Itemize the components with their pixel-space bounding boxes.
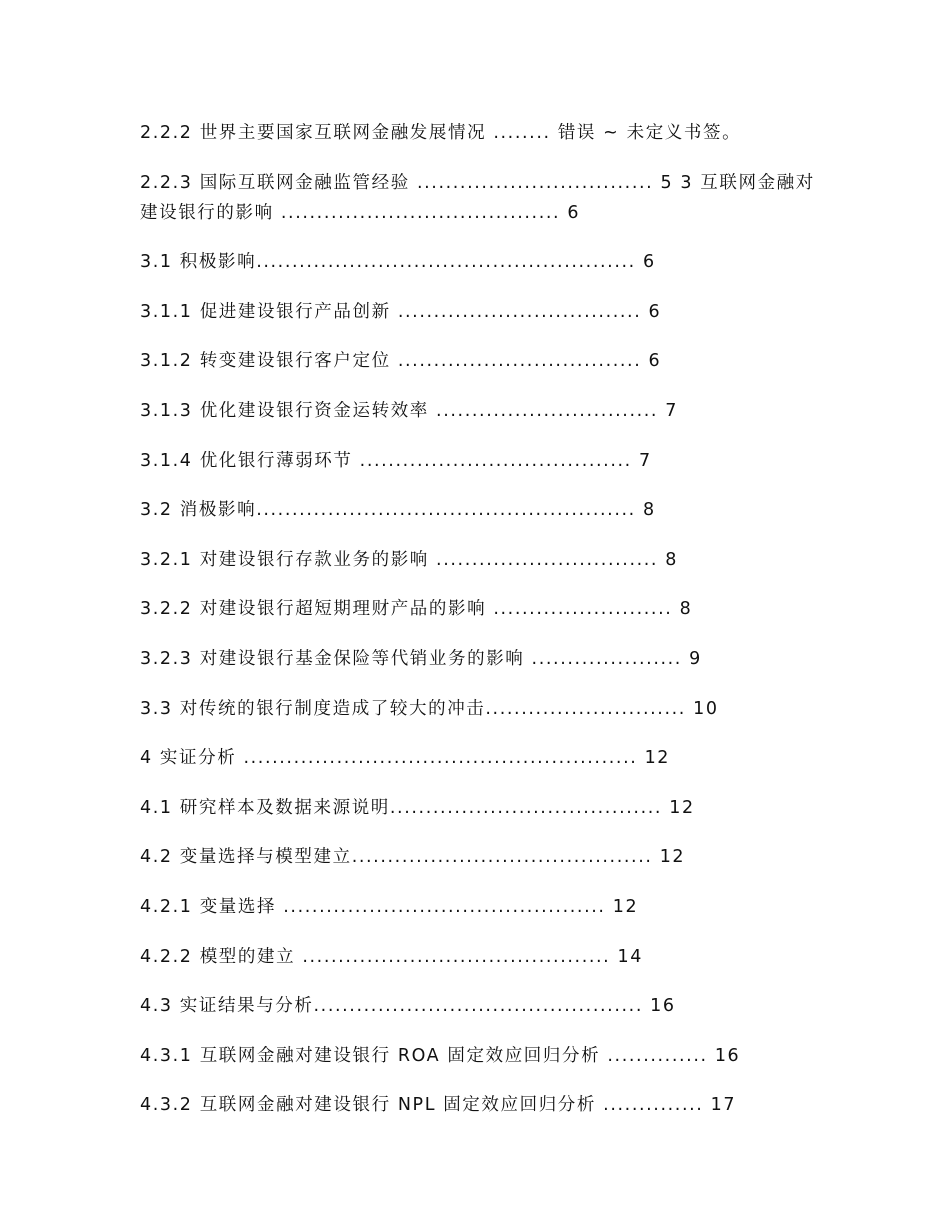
toc-entry-4-2-2: 4.2.2 模型的建立 ........................................... 14 <box>140 946 643 967</box>
toc-entry-4-2-1: 4.2.1 变量选择 ............................................. 12 <box>140 896 639 917</box>
toc-entry-4-1: 4.1 研究样本及数据来源说明...................................... 12 <box>140 797 695 818</box>
toc-entry-3-2: 3.2 消极影响..................................................... 8 <box>140 500 656 521</box>
toc-entry-4-3: 4.3 实证结果与分析.............................................. 16 <box>140 996 676 1017</box>
toc-entry-3-1-3: 3.1.3 优化建设银行资金运转效率 ............................... 7 <box>140 400 678 421</box>
toc-entry-4-3-2: 4.3.2 互联网金融对建设银行 NPL 固定效应回归分析 .............. 17 <box>140 1095 737 1116</box>
toc-entry-3-1-2: 3.1.2 转变建设银行客户定位 .................................. 6 <box>140 351 662 372</box>
toc-entry-3-3: 3.3 对传统的银行制度造成了较大的冲击............................ 10 <box>140 698 719 719</box>
toc-entry-3-2-1: 3.2.1 对建设银行存款业务的影响 ............................... 8 <box>140 549 678 570</box>
toc-entry-2-2-2: 2.2.2 世界主要国家互联网金融发展情况 ........ 错误 ~ 未定义书签。 <box>140 123 742 143</box>
toc-entry-4-2: 4.2 变量选择与模型建立.......................................... 12 <box>140 847 686 868</box>
toc-entry-3-2-3: 3.2.3 对建设银行基金保险等代销业务的影响 ..................... 9 <box>140 648 702 669</box>
toc-entry-4: 4 实证分析 ....................................................... 12 <box>140 748 671 769</box>
toc-entry-3-1-4: 3.1.4 优化银行薄弱环节 ...................................... 7 <box>140 450 652 471</box>
toc-entry-3-1: 3.1 积极影响..................................................... 6 <box>140 252 656 273</box>
toc-entry-3-1-1: 3.1.1 促进建设银行产品创新 .................................. 6 <box>140 301 662 322</box>
toc-entry-2-2-3: 2.2.3 国际互联网金融监管经验 ................................. 5 3 互联网金融对建设银行的影响 ....................................... 6 <box>140 172 815 223</box>
table-of-contents <box>140 118 820 1140</box>
toc-entry-3-2-2: 3.2.2 对建设银行超短期理财产品的影响 ......................... 8 <box>140 599 693 620</box>
toc-entry-4-3-1: 4.3.1 互联网金融对建设银行 ROA 固定效应回归分析 .............. 16 <box>140 1045 741 1066</box>
